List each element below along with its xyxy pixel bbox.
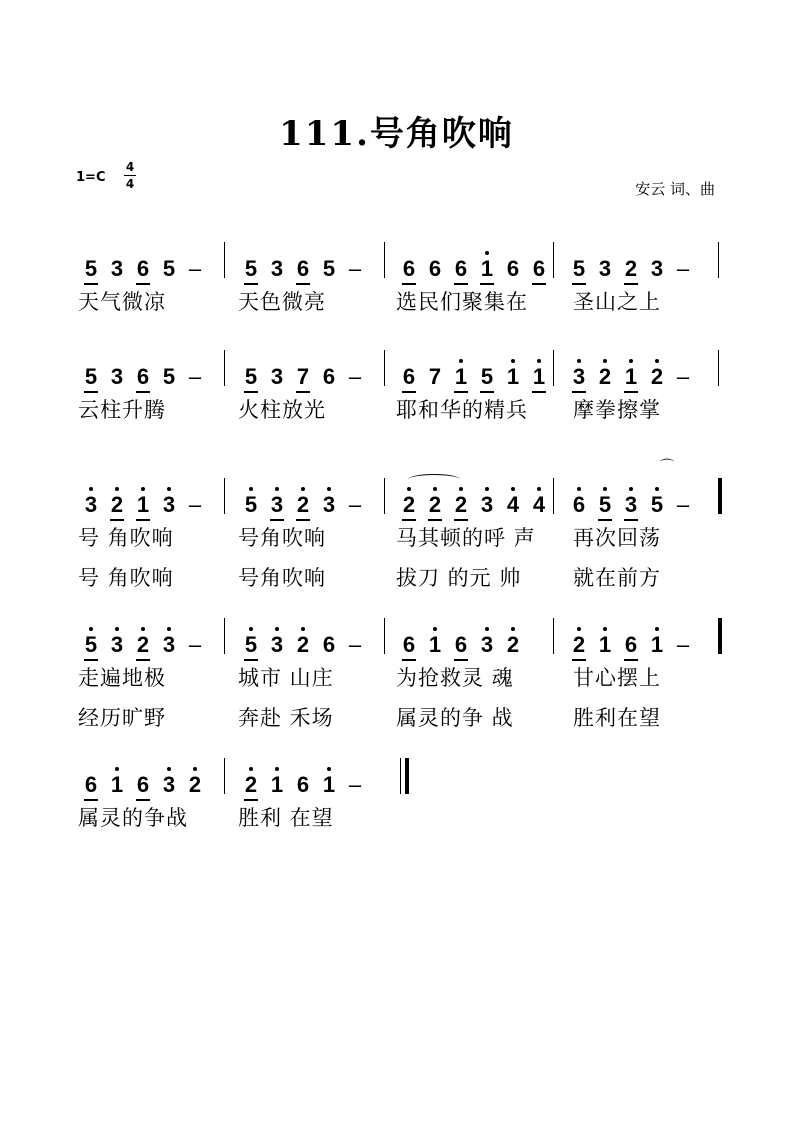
barline (384, 478, 385, 514)
lyric: 走遍地极 (78, 666, 166, 690)
note: 1 (500, 364, 526, 390)
note-dash: – (348, 492, 362, 517)
note: 3 (156, 492, 182, 518)
note-dash: – (188, 492, 202, 517)
lyric: 选民们聚集在 (396, 290, 528, 314)
note-dash: – (676, 492, 690, 517)
lyric: 天色微亮 (238, 290, 326, 314)
note-dash: – (348, 632, 362, 657)
note: 6 (130, 256, 156, 282)
time-signature (124, 160, 136, 191)
barline (718, 350, 719, 386)
note: 2 (448, 492, 474, 518)
note: 3 (316, 492, 342, 518)
note: 3 (110, 364, 124, 389)
note: 6 (618, 632, 644, 658)
note: 6 (322, 364, 336, 389)
note: 2 (500, 632, 526, 658)
note-dash: – (188, 364, 202, 389)
note: 6 (290, 256, 316, 282)
barline (718, 618, 722, 654)
lyric: 马其顿的呼 声 (396, 526, 536, 550)
lyric: 云柱升腾 (78, 398, 166, 422)
note-dash: – (188, 256, 202, 281)
score-line (78, 758, 728, 868)
note: 3 (650, 256, 664, 281)
measure (566, 360, 696, 390)
measure (78, 488, 208, 518)
note: 5 (592, 492, 618, 518)
note: 1 (130, 492, 156, 518)
lyric: 号 角吹响 (78, 526, 174, 550)
lyric: 摩拳擦掌 (573, 398, 661, 422)
lyric: 号角吹响 (238, 526, 326, 550)
barline (224, 618, 225, 654)
note: 6 (448, 256, 474, 282)
note: 6 (566, 492, 592, 518)
barline (384, 618, 385, 654)
author-credit: 安云 词、曲 (635, 180, 715, 198)
note: 1 (448, 364, 474, 390)
note: 5 (162, 364, 176, 389)
note: 5 (322, 256, 336, 281)
note: 2 (644, 364, 670, 390)
note: 3 (566, 364, 592, 390)
note: 4 (526, 492, 552, 518)
note: 3 (474, 492, 500, 518)
measure (78, 252, 208, 282)
note: 5 (162, 256, 176, 281)
note: 1 (422, 632, 448, 658)
note: 2 (104, 492, 130, 518)
note: 5 (566, 256, 592, 282)
note-dash: – (348, 256, 362, 281)
lyric-verse-2: 拔刀 的元 帅 (396, 566, 522, 590)
lyric-verse-2: 就在前方 (573, 566, 661, 590)
lyric: 耶和华的精兵 (396, 398, 528, 422)
lyric-verse-2: 号角吹响 (238, 566, 326, 590)
note: 2 (422, 492, 448, 518)
lyric: 圣山之上 (573, 290, 661, 314)
note: 3 (598, 256, 612, 281)
time-signature-bottom: 4 (125, 177, 135, 191)
note: 1 (104, 772, 130, 798)
note: 2 (396, 492, 422, 518)
note: 3 (270, 256, 284, 281)
measure (396, 628, 526, 658)
lyric-verse-2: 奔赴 禾场 (238, 706, 334, 730)
barline (553, 350, 554, 386)
note: 2 (290, 492, 316, 518)
measure (238, 488, 368, 518)
lyric: 甘心摆上 (573, 666, 661, 690)
barline (384, 350, 385, 386)
note: 3 (264, 492, 290, 518)
note: 7 (428, 364, 442, 389)
barline (224, 350, 225, 386)
barline (224, 242, 225, 278)
note: 2 (290, 632, 316, 658)
note-dash: – (676, 632, 690, 657)
song-title: 111.号角吹响 (279, 114, 514, 154)
note: 2 (566, 632, 592, 658)
measure (566, 628, 696, 658)
note: 6 (396, 256, 422, 282)
note: 6 (130, 772, 156, 798)
note: 2 (182, 772, 208, 798)
lyric: 属灵的争战 (78, 806, 188, 830)
barline (384, 242, 385, 278)
lyric-verse-2: 胜利在望 (573, 706, 661, 730)
lyric: 城市 山庄 (238, 666, 334, 690)
lyric: 为抢救灵 魂 (396, 666, 514, 690)
note: 3 (78, 492, 104, 518)
barline (718, 478, 722, 514)
measure (238, 360, 368, 390)
score-line (78, 618, 728, 728)
barline (553, 478, 554, 514)
note: 6 (526, 256, 552, 282)
measure (396, 252, 552, 282)
note: 6 (130, 364, 156, 390)
barline (224, 478, 225, 514)
score-line (78, 350, 728, 460)
note: 3 (156, 632, 182, 658)
note-dash: – (348, 772, 362, 797)
note: 5 (238, 364, 264, 390)
note: 6 (322, 632, 336, 657)
note: 5 (78, 364, 104, 390)
barline (718, 242, 719, 278)
note: 3 (110, 256, 124, 281)
note: 3 (474, 632, 500, 658)
lyric: 再次回荡 (573, 526, 661, 550)
note: 1 (264, 772, 290, 798)
note: 1 (592, 632, 618, 658)
note: 6 (506, 256, 520, 281)
note: 2 (130, 632, 156, 658)
note: 5 (78, 632, 104, 658)
note: 6 (78, 772, 104, 798)
note: 5 (238, 492, 264, 518)
measure (566, 488, 696, 518)
note: 1 (474, 256, 500, 282)
barline (224, 758, 225, 794)
note: 1 (618, 364, 644, 390)
note: 5 (238, 256, 264, 282)
measure (396, 488, 552, 518)
measure (396, 360, 552, 390)
note: 1 (644, 632, 670, 658)
tie-slur (408, 474, 460, 485)
note: 6 (396, 632, 422, 658)
fermata-icon: ⌒ (660, 459, 674, 475)
note: 1 (316, 772, 342, 798)
measure (78, 768, 208, 798)
note: 6 (396, 364, 422, 390)
note: 1 (526, 364, 552, 390)
lyric-verse-2: 属灵的争 战 (396, 706, 514, 730)
note: 3 (618, 492, 644, 518)
note: 6 (428, 256, 442, 281)
measure (238, 628, 368, 658)
note: 5 (474, 364, 500, 390)
measure (566, 252, 696, 282)
note: 3 (264, 632, 290, 658)
note: 2 (618, 256, 644, 282)
note: 4 (500, 492, 526, 518)
lyric-verse-2: 经历旷野 (78, 706, 166, 730)
note: 3 (104, 632, 130, 658)
barline (553, 242, 554, 278)
measure (78, 360, 208, 390)
note-dash: – (188, 632, 202, 657)
note-dash: – (676, 256, 690, 281)
note: 6 (296, 772, 310, 797)
measure (238, 768, 368, 798)
lyric: 火柱放光 (238, 398, 326, 422)
note: 2 (592, 364, 618, 390)
note: 5 (644, 492, 670, 518)
measure (78, 628, 208, 658)
lyric-verse-2: 号 角吹响 (78, 566, 174, 590)
note: 7 (290, 364, 316, 390)
barline (553, 618, 554, 654)
note: 5 (238, 632, 264, 658)
note: 5 (78, 256, 104, 282)
score-line (78, 459, 728, 590)
note: 6 (448, 632, 474, 658)
score-line (78, 242, 728, 352)
note: 2 (238, 772, 264, 798)
note: 3 (156, 772, 182, 798)
time-signature-top: 4 (125, 160, 135, 174)
measure (238, 252, 368, 282)
lyric: 胜利 在望 (238, 806, 334, 830)
note: 3 (270, 364, 284, 389)
note-dash: – (676, 364, 690, 389)
lyric: 天气微凉 (78, 290, 166, 314)
key-signature: 1=C (76, 170, 106, 185)
note-dash: – (348, 364, 362, 389)
